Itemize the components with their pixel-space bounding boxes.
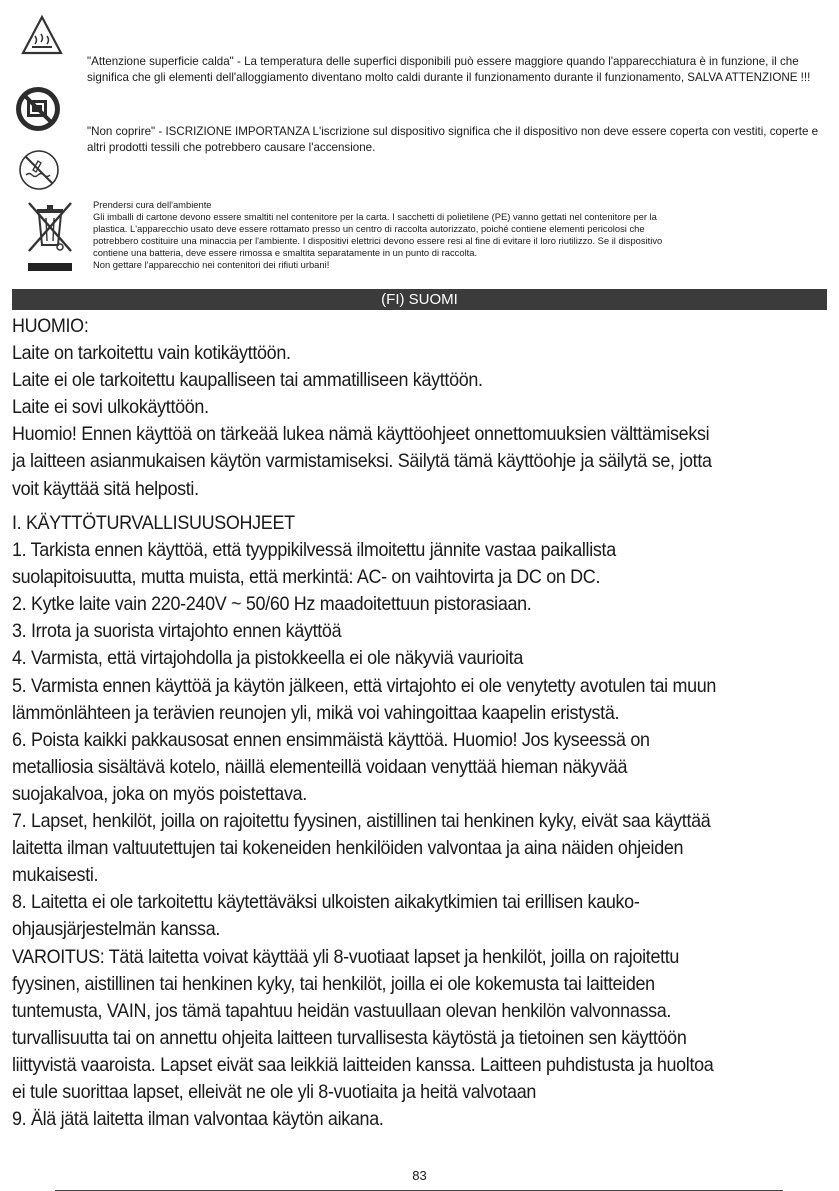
safety-line: 7. Lapset, henkilöt, joilla on rajoitettu fyysinen, aistillinen tai henkinen kyky, eivät saa käyttää xyxy=(12,810,711,833)
safety-line: mukaisesti. xyxy=(12,864,99,887)
environment-line: Gli imballi di cartone devono essere smaltiti nel contenitore per la carta. I sacchetti di polietilene (PE) vanno gettati nel contenitore per la xyxy=(93,210,657,222)
safety-line: tuntemusta, VAIN, jos tämä tapahtuu heidän vastuullaan olevan henkilön valvonnassa. xyxy=(12,999,672,1022)
safety-line: liittyvistä vaaroista. Lapset eivät saa leikkiä laitteiden kanssa. Laitteen puhdistusta ja huoltoa xyxy=(12,1053,714,1076)
intro-line: Huomio! Ennen käyttöä on tärkeää lukea nämä käyttöohjeet onnettomuuksien välttämiseksi xyxy=(12,423,710,446)
intro-line: ja laitteen asianmukaisen käytön varmistamiseksi. Säilytä tämä käyttöohje ja säilytä se, jotta xyxy=(12,450,712,473)
intro-section xyxy=(12,313,762,503)
safety-line: VAROITUS: Tätä laitetta voivat käyttää yli 8-vuotiaat lapset ja henkilöt, joilla on rajoitettu xyxy=(12,945,680,968)
environment-title: Prendersi cura dell'ambiente xyxy=(93,199,212,210)
intro-line: Laite on tarkoitettu vain kotikäyttöön. xyxy=(12,342,291,365)
safety-line: 4. Varmista, että virtajohdolla ja pistokkeella ei ole näkyviä vaurioita xyxy=(12,647,523,670)
environment-notice xyxy=(93,199,828,270)
hot-surface-warning-icon xyxy=(20,14,64,58)
safety-line: 6. Poista kaikki pakkausosat ennen ensimmäistä käyttöä. Huomio! Jos kyseessä on xyxy=(12,728,650,751)
page-number: 83 xyxy=(412,1168,427,1183)
environment-line: potrebbero costituire una minaccia per l'ambiente. I dispositivi elettrici devono essere resi al fine di evitare il loro riutilizzo. Se il dispositivo xyxy=(93,234,663,246)
safety-line: 5. Varmista ennen käyttöä ja käytön jälkeen, että virtajohto ei ole venytetty avotulen tai muun xyxy=(12,674,717,697)
safety-line: 3. Irrota ja suorista virtajohto ennen käyttöä xyxy=(12,620,342,643)
do-not-cover-icon xyxy=(14,85,62,133)
safety-line: metalliosia sisältävä kotelo, näillä elementeillä voidaan venyttää hieman näkyvää xyxy=(12,755,628,778)
safety-line: 9. Älä jätä laitetta ilman valvontaa käytön aikana. xyxy=(12,1108,384,1131)
safety-line: ohjausjärjestelmän kanssa. xyxy=(12,918,221,941)
safety-line: 1. Tarkista ennen käyttöä, että tyyppikilvessä ilmoitettu jännite vastaa paikallista xyxy=(12,539,616,562)
safety-line: 8. Laitetta ei ole tarkoitettu käytettäväksi ulkoisten aikakytkimien tai erillisen kauko- xyxy=(12,891,640,914)
do-not-cover-warning-text: "Non coprire" - ISCRIZIONE IMPORTANZA L'iscrizione sul dispositivo significa che il dispositivo non deve essere coperta con vestiti, coperte e altri prodotti tessili che potrebbero causare l'accensione. xyxy=(87,125,819,155)
environment-line: contiene una batteria, deve essere rimossa e smaltita separatamente in un punto di raccolta. xyxy=(93,246,478,258)
intro-line: Laite ei ole tarkoitettu kaupalliseen tai ammatilliseen käyttöön. xyxy=(12,369,483,392)
hot-surface-warning-text: "Attenzione superficie calda" - La temperatura delle superfici disponibili può essere maggiore quando l'apparecchiatura è in funzione, il che significa che gli elementi dell'alloggiamento diventano molto caldi durante il funzionamento durante il funzionamento, SALVA ATTENZIONE !!! xyxy=(87,55,811,85)
safety-line: ei tule suorittaa lapset, elleivät ne ole yli 8-vuotiaita ja heitä valvotaan xyxy=(12,1080,537,1103)
no-water-immersion-icon xyxy=(17,148,61,192)
intro-heading: HUOMIO: xyxy=(12,315,89,337)
environment-line: Non gettare l'apparecchio nei contenitori dei rifiuti urbani! xyxy=(93,258,330,270)
intro-line: Laite ei sovi ulkokäyttöön. xyxy=(12,396,209,419)
safety-line: fyysinen, aistillinen tai henkinen kyky, tai henkilöt, joilla ei ole kokemusta tai laitteiden xyxy=(12,972,655,995)
safety-line: laitetta ilman valtuutettujen tai kokeneiden henkilöiden valvontaa ja aina näiden ohjeiden xyxy=(12,837,684,860)
safety-line: 2. Kytke laite vain 220-240V ~ 50/60 Hz maadoitettuun pistorasiaan. xyxy=(12,593,532,616)
environment-line: plastica. L'apparecchio usato deve essere rottamato presso un centro di raccolta autorizzato, poiché contiene elementi pericolosi che xyxy=(93,222,645,234)
language-section-banner: (FI) SUOMI xyxy=(12,289,827,310)
intro-line: voit käyttää sitä helposti. xyxy=(12,477,199,500)
safety-line: suojakalvoa, joka on myös poistettava. xyxy=(12,782,307,805)
safety-line: turvallisuutta tai on annettu ohjeita laitteen turvallisesta käytöstä ja tietoinen sen käyttöön xyxy=(12,1026,687,1049)
safety-line: lämmönlähteen ja terävien reunojen yli, mikä voi vahingoittaa kaapelin eristystä. xyxy=(12,701,620,724)
weee-crossed-bin-icon xyxy=(25,199,75,275)
safety-instructions xyxy=(12,510,762,1133)
safety-line: suolapitoisuutta, mutta muista, että merkintä: AC- on vaihtovirta ja DC on DC. xyxy=(12,566,601,589)
safety-heading: I. KÄYTTÖTURVALLISUUSOHJEET xyxy=(12,512,295,534)
